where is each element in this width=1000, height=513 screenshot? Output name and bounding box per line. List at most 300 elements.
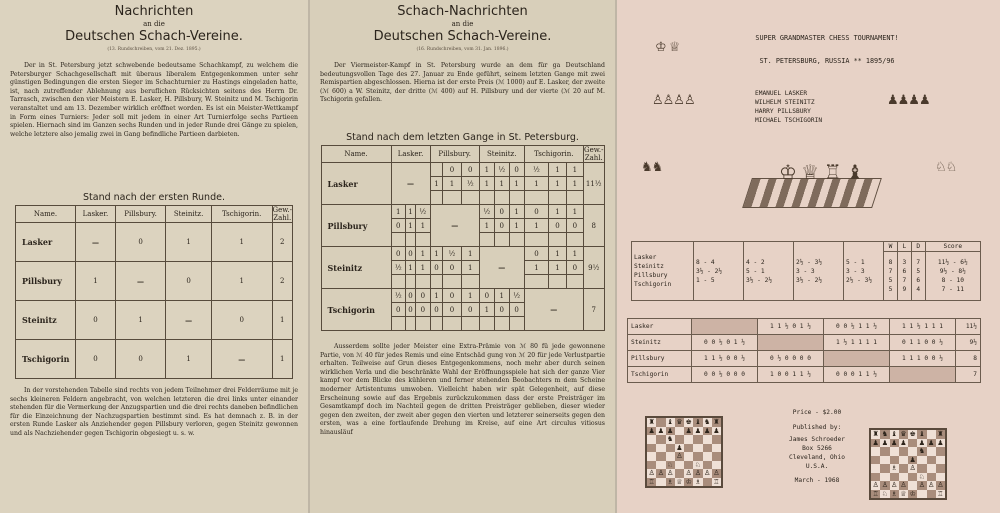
page-subtitle: an die [143,20,165,28]
d-value: 6 [916,277,921,284]
board-square [712,444,721,453]
board-square [871,473,880,482]
total-cell: 8 [956,351,981,367]
board-square: ♗ [694,477,702,486]
board-square [684,452,693,461]
board-square [703,435,712,444]
result-cell: 0 0 ½ 0 1 ½ [692,335,758,351]
result-cell: 1 ½ 1 1 1 1 [824,335,890,351]
board-square: ♛ [900,430,907,438]
body-text: Der Viermeister-Kampf in St. Petersburg wurde an dem für ga Deutschland bedeutungsvollen Tage des 27. Januar zu Ende geführt, seinem letzten Gange mit zwei Remispartien abgeschlossen. Hierna ist der erste Preis (ℳ 1000) auf E. Lasker, der zweite (ℳ 600) a W. Steinitz, der dritte (ℳ 400) auf H. Pillsbury und der vierte (ℳ 20 auf M. Tschigorin gefallen. [320,62,605,104]
result-cell: 0 ½ 0 0 0 0 [758,351,824,367]
board-square: ♙ [666,469,674,477]
result-cell: 1 [509,177,524,191]
result-cell: 1 [566,247,583,261]
result-cell [509,191,524,205]
board-square [703,452,712,461]
board-square: ♙ [900,481,907,489]
result-cell: 0 0 0 1 1 ½ [824,367,890,383]
result-cell [566,233,583,247]
result-cell [494,233,509,247]
col-header: Lasker. [76,206,116,223]
result-cell: ½ [494,163,509,177]
result-cell: 1 1 ½ 1 1 1 [890,319,956,335]
d-value: 5 [916,268,921,275]
board-square: ♗ [666,477,674,486]
pawn-row-icon: ♙♙♙♙ [652,93,695,108]
board-square [693,444,702,453]
l-value: 3 [902,259,907,266]
mini-score: 3 - 3 [846,267,865,275]
board-square [880,456,889,465]
table-row [628,335,981,351]
footer-text: Ausserdem sollte jeder Meister eine Extra-Prämie von ℳ 80 fü jede gewonnene Partie, von ℳ 40 für jedes Remis und eine Entschäd gung von ℳ 20 für jede Verlustpartie erhalten. Teilweise auf Grun dieses Entgegenkommens, noch mehr aber durch seinen wirklichen Verla und die beschränkte Wahl der Eröffnungsspiele hat sich der ganze Vier kampf vor dem Blicke des kühleren und ferner stehenden Beobachters m dem Scheine moderner Artistentums umwoben. Vielleicht haben wir spät Gelegenheit, auf diese Erscheinung sowie auf das Ergebnis zurückzukommen dass der erste Preisträger im Gesamtkampf doch im Nachteil gegen de dritten Preisträger geblieben, dieser wieder gegen den zweiten, der zweit aber gegen den vierten und letzterer seinerseits gegen den ersten, was a eine fortlaufende Drehung im Kreise, auf eine Art circulus vitiosus hinausläuf [320,343,605,436]
result-cell: 1 [405,261,415,275]
total-cell: 8 [584,205,605,247]
board-square: ♚ [909,430,916,438]
result-cell: 1 [524,261,549,275]
board-square [927,447,936,456]
board-square: ♘ [666,460,674,469]
result-cell: 0 [405,247,415,261]
knight-icon: ♞♞ [641,160,663,175]
player-name: Tschigorin [321,289,391,331]
mini-score: 3 - 3 [796,267,815,275]
names-cell [632,242,694,301]
w-value: 5 [888,286,893,293]
result-cell: 1 [443,177,461,191]
result-cell: 1 [549,163,566,177]
board-square [656,461,665,470]
result-cell: 0 [76,301,116,340]
player-name: Steinitz [16,301,76,340]
result-cell: 1 [416,261,430,275]
w-value: 7 [888,268,893,275]
board-square: ♜ [872,430,879,438]
result-cell: 1 [166,340,212,379]
board-square [917,464,926,473]
mini-score-cell [744,242,794,301]
board-square: ♟ [648,426,655,435]
result-cell: 1 [509,219,524,233]
board-square: ♖ [937,489,944,498]
board-square: ♞ [918,447,926,455]
d-value: 7 [916,259,921,266]
board-square: ♟ [881,438,889,447]
player-name: WILHELM STEINITZ [755,99,815,106]
player-name: EMANUEL LASKER [755,90,808,97]
publisher-name: James Schroeder [789,436,845,443]
result-cell: 1 [211,262,272,301]
result-cell [430,275,443,289]
total-cell: 1 [272,340,293,379]
player-name: MICHAEL TSCHIGORIN [755,117,823,124]
w-cell [884,252,898,301]
board-square: ♝ [694,418,702,426]
player-name: Tschigorin [16,340,76,379]
result-cell [416,275,430,289]
page-title: Schach-Nachrichten [397,4,528,19]
board-square: ♟ [676,443,683,452]
result-cell [416,317,430,331]
result-cell [443,317,461,331]
board-square: ♙ [703,469,711,477]
result-cell [443,191,461,205]
result-cell [549,275,566,289]
result-cell: 1 [391,205,405,219]
self-cell: — [430,205,479,247]
board-square [908,447,917,456]
board-square [871,456,880,465]
result-cell: 1 [549,205,566,219]
board-square [871,464,880,473]
result-cell: 0 [443,261,461,275]
result-cell [509,317,524,331]
board-square: ♙ [657,469,665,477]
board-square [675,469,684,478]
publisher-country: U.S.A. [805,463,829,470]
self-cell: — [391,163,430,205]
mini-score: 3½ - 2½ [796,276,823,284]
publisher-block [767,408,867,485]
board-square [666,444,675,453]
final-standings-table [321,145,605,331]
result-cell: ½ [509,289,524,303]
page-left [0,0,308,513]
board-square [890,447,899,456]
result-cell [405,317,415,331]
board-square: ♟ [937,438,944,447]
board-square: ♜ [937,430,944,438]
board-square: ♟ [685,426,692,435]
board-square [647,435,656,444]
board-square [936,447,945,456]
board-square [703,478,712,487]
result-cell: 0 [566,219,583,233]
result-cell: 1 [494,289,509,303]
result-cell: 1 [461,289,479,303]
result-cell: 0 [405,303,415,317]
board-square: ♛ [676,418,683,426]
board-square [703,461,712,470]
board-square: ♙ [872,481,879,489]
board-square: ♗ [890,464,898,472]
publisher-box: Box 5266 [802,445,832,452]
board-square [684,444,693,453]
result-cell: 1 [115,301,165,340]
result-cell: 0 [494,205,509,219]
result-cell: 1 [479,303,494,317]
total-cell: 9½ [956,335,981,351]
result-cell: 1 [416,247,430,261]
result-cell: 0 [443,163,461,177]
result-cell: ½ [461,177,479,191]
board-square: ♔ [909,489,916,498]
board-square: ♖ [713,477,720,486]
board-square: ♞ [881,430,889,438]
result-cell: 1 [479,177,494,191]
l-value: 6 [902,268,907,275]
result-cell [391,275,405,289]
mini-score: 3½ - 2½ [746,276,773,284]
result-cell: 1 [461,247,479,261]
board-square: ♟ [872,438,879,447]
result-cell: 0 [443,289,461,303]
result-cell [566,275,583,289]
result-cell [549,191,566,205]
player-list [755,89,875,125]
table-row [16,301,293,340]
result-cell: 0 [391,219,405,233]
result-cell: 0 [391,303,405,317]
player-name: Pillsbury [634,272,668,279]
mini-score: 5 - 1 [846,258,865,266]
result-cell: 1 [509,205,524,219]
result-cell [416,233,430,247]
result-cell [479,233,494,247]
result-cell: 1 [461,261,479,275]
mini-score-cell [844,242,884,301]
result-cell [391,317,405,331]
result-cell: ½ [524,163,549,177]
l-value: 7 [902,277,907,284]
chess-diagram-right [869,428,947,500]
mini-score-cell [694,242,744,301]
result-cell: 1 1 ½ 0 1 ½ [758,319,824,335]
board-square [880,473,889,482]
result-cell [494,191,509,205]
published-label: Published by: [792,424,842,431]
result-cell [524,275,549,289]
mini-score: 3½ - 2½ [696,267,723,275]
result-cell [443,275,461,289]
board-square [656,452,665,461]
result-cell: 0 [549,219,566,233]
mini-score: 2½ - 3½ [796,258,823,266]
table-row [16,340,293,379]
board-square: ♙ [676,452,683,460]
result-cell [524,233,549,247]
board-square: ♜ [648,418,655,426]
page-heading: Deutschen Schach-Vereine. [373,29,552,44]
table-row [628,367,981,383]
table-title: Stand nach dem letzten Gange in St. Petersburg. [346,132,579,143]
result-cell: 1 [549,247,566,261]
player-name: Lasker [628,319,692,335]
d-cell [911,252,925,301]
score-value: 7 - 11 [941,286,964,293]
result-cell [391,233,405,247]
result-cell: 1 [549,261,566,275]
result-cell: 0 [430,303,443,317]
result-cell [405,233,415,247]
board-square [656,418,665,427]
col-header: Pillsbury. [115,206,165,223]
d-header: D [911,242,925,252]
result-cell [890,367,956,383]
total-cell: 11½ [956,319,981,335]
knight-icon: ♘♘ [935,160,957,175]
col-header: Tschigorin. [524,146,583,163]
result-cell: 0 [76,340,116,379]
board-square [917,490,926,499]
page-middle [310,0,615,513]
l-value: 9 [902,286,907,293]
player-name: Lasker [634,254,657,261]
result-cell: ½ [443,247,461,261]
result-cell: 0 [479,289,494,303]
result-cell: 0 [461,163,479,177]
result-cell: 0 [416,303,430,317]
result-cell: 1 [211,223,272,262]
page-title: Nachrichten [114,4,194,19]
result-cell: 1 1 ½ 0 0 ½ [692,351,758,367]
result-cell [430,163,443,177]
mini-score: 2½ - 3½ [846,276,873,284]
chess-pieces-icon: ♔ ♕ ♖ ♝ [779,160,863,184]
board-square [647,444,656,453]
board-square [675,461,684,470]
col-header: Name. [16,206,76,223]
board-square [936,473,945,482]
total-cell: 7 [584,289,605,331]
board-square: ♞ [666,435,674,443]
result-cell: 1 [166,223,212,262]
mini-score: 8 - 4 [696,258,715,266]
board-square: ♟ [890,438,898,447]
result-cell [461,317,479,331]
result-cell [509,233,524,247]
board-square [927,430,936,439]
board-square: ♙ [648,469,655,477]
player-name: Tschigorin [634,281,672,288]
w-value: 5 [888,277,893,284]
board-square [684,461,693,470]
body-text: Der in St. Petersburg jetzt schwebende bedeutsame Schachkampf, zu welchem die Petersburger Schachgesellschaft mit überaus liberalem Entgegenkommen unter sehr günstigen Bedingungen die ersten Sieger im Schachturnier zu Hastings eingeladen hatte, ist, nach zutreffender Ablehnung aus beruflichen Rücksichten seitens des Herrn Dr. Tarrasch, zwischen den vier Meistern E. Lasker, H. Pillsbury, W. Steinitz und M. Tschigorin veranstaltet und am 13. Dezember wirklich eröffnet worden. Es ist ein Meister-Wettkampf in Form eines Turniers: Jeder soll mit jedem in einer Art Turnierfolge sechs Partieen spielen. Hiernach sind im Ganzen sechs Runden und in jeder Runde drei Gänge zu spielen, welche letztere also jemalig zwei in Gang befindliche Partieen darbieten. [10,62,298,138]
self-cell: — [479,247,524,289]
table-title: Stand nach der ersten Runde. [83,192,225,203]
banner: SUPER GRANDMASTER CHESS TOURNAMENT! [755,34,899,42]
result-cell: 0 [115,340,165,379]
self-cell: — [166,301,212,340]
col-header: Name. [321,146,391,163]
total-cell: 2 [272,223,293,262]
result-cell [566,191,583,205]
result-cell: 1 [430,247,443,261]
total-cell: 11½ [584,163,605,205]
result-cell: 0 [566,261,583,275]
result-cell: 0 0 ½ 0 0 0 [692,367,758,383]
board-square: ♖ [648,477,655,486]
result-cell: 1 [566,163,583,177]
col-header: Lasker. [391,146,430,163]
board-square [908,473,917,482]
col-header: Gew.- Zahl. [584,146,604,162]
page-subtitle: an die [451,20,474,28]
score-value: 11½ - 6½ [937,259,968,266]
table-row [321,247,604,261]
board-square [927,464,936,473]
player-name: HARRY PILLSBURY [755,108,811,115]
score-value: 9½ - 8½ [939,268,966,275]
table-row [321,289,604,303]
board-square: ♟ [918,438,926,447]
result-cell [549,233,566,247]
table-row [628,351,981,367]
board-square [693,435,702,444]
board-square: ♟ [909,455,916,464]
mini-score: 5 - 1 [746,267,765,275]
result-cell: 1 [405,205,415,219]
issue-line: (16. Rundschreiben, vom 31. Jan. 1896.) [416,47,509,52]
cross-table [627,318,981,383]
board-square: ♙ [881,481,889,489]
board-square [936,456,945,465]
board-square: ♙ [694,469,702,477]
total-cell: 2 [272,262,293,301]
board-square [656,435,665,444]
pawn-row-icon: ♟♟♟♟ [887,93,930,108]
board-square: ♞ [703,418,711,426]
board-square [647,452,656,461]
board-square [703,444,712,453]
mini-score-cell [794,242,844,301]
col-header: Steinitz. [166,206,212,223]
board-square [908,439,917,448]
board-square: ♕ [676,477,683,486]
table-row [628,319,981,335]
self-cell: — [211,340,272,379]
board-square [880,447,889,456]
board-square [936,464,945,473]
result-cell: 0 [443,303,461,317]
result-cell: 0 [524,205,549,219]
board-square: ♚ [685,418,692,426]
board-square: ♙ [937,481,944,489]
result-cell [405,275,415,289]
board-square [908,481,917,490]
board-square [927,456,936,465]
player-name: Steinitz [634,263,664,270]
mini-score: 4 - 2 [746,258,765,266]
board-square [917,456,926,465]
result-cell [430,317,443,331]
board-square: ♟ [694,426,702,435]
board-square: ♙ [927,481,935,489]
board-square [899,447,908,456]
score-value: 8 - 10 [941,277,964,284]
result-cell: 1 [479,163,494,177]
board-square: ♙ [890,481,898,489]
board-square: ♕ [900,489,907,498]
board-square: ♟ [900,438,907,447]
score-cell [925,252,980,301]
board-square [656,444,665,453]
col-header: Steinitz. [479,146,524,163]
result-cell: 0 [524,247,549,261]
board-square [712,435,721,444]
board-square: ♟ [927,438,935,447]
result-cell: 0 [509,303,524,317]
table-row [16,223,293,262]
board-square [656,478,665,487]
board-square: ♗ [890,489,898,498]
board-square: ♖ [872,489,879,498]
standings-table [15,205,293,379]
result-cell: 0 [166,262,212,301]
result-cell: 0 [416,289,430,303]
board-square [693,452,702,461]
